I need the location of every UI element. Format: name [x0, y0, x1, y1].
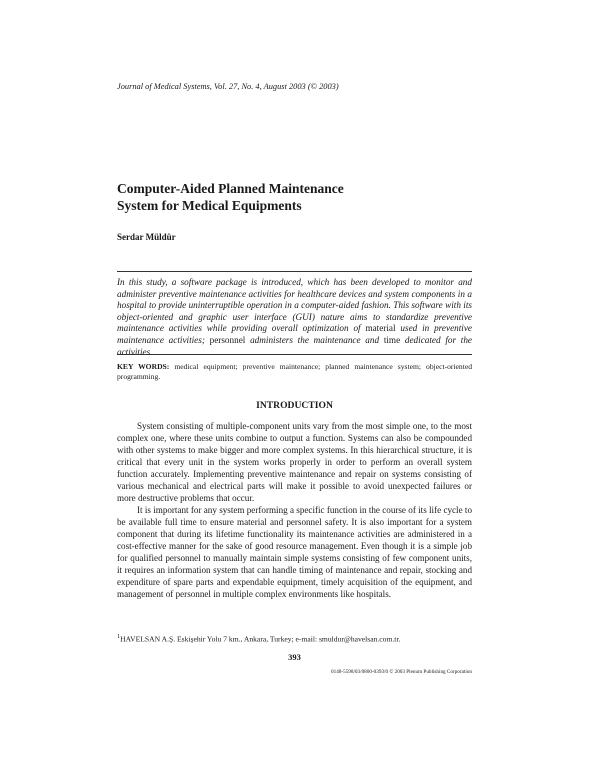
abstract-part-3: used in preventive maintenance activities;: [117, 323, 473, 345]
abstract: [117, 277, 472, 358]
abstract-bottom-rule: [117, 354, 472, 355]
keywords-label: KEY WORDS:: [117, 362, 170, 371]
footnote: [117, 632, 472, 644]
journal-reference: Journal of Medical Systems, Vol. 27, No. 4, August 2003 (© 2003): [117, 82, 339, 91]
page-number: 393: [288, 652, 301, 662]
footnote-text: HAVELSAN A.Ş. Eskişehir Yolu 7 km., Ankara, Turkey; e-mail: smuldur@havelsan.com.tr.: [120, 634, 401, 644]
abstract-part-6: time: [383, 334, 401, 345]
article-title: [117, 180, 344, 214]
copyright-notice: 0148-5598/03/0800-0393/0 © 2003 Plenum Publishing Corporation: [331, 669, 472, 675]
keywords: [117, 362, 472, 381]
introduction-paragraph-2: It is important for any system performing a specific function in the course of its life cycle to be available full time to ensure material and personnel safety. It is also important for a system component that during its lifetime functionality its maintenance activities are administered in a cost-effective manner for the sake of good resource management. Even though it is a simple job for qualified personnel to manually maintain simple systems consisting of few component units, it requires an information system that can handle timing of maintenance and repair, stocking and expenditure of spare parts and expendable equipment, timely acquisition of the equipment, and management of personnel in multiple complex environments like hospitals.: [117, 505, 472, 599]
author-name: Serdar Müldür: [117, 232, 176, 242]
abstract-part-1: In this study, a software package is introduced, which has been developed to monitor and administer preventive maintenance activities for healthcare devices and system components in a hospital to provide uninterruptible operation in a computer-aided fashion. This software with its object-oriented and graphic user interface (GUI) nature aims to standardize preventive maintenance activities while providing overall optimization of: [117, 277, 472, 334]
introduction-body: [117, 420, 472, 600]
abstract-part-5: administers the maintenance and: [245, 334, 384, 345]
abstract-top-rule: [117, 271, 472, 272]
section-heading-introduction: INTRODUCTION: [256, 400, 333, 411]
abstract-part-7: dedicated for the activities.: [117, 334, 472, 357]
abstract-part-4: personnel: [209, 334, 246, 345]
article-title-line-2: System for Medical Equipments: [117, 198, 302, 213]
keywords-text: medical equipment; preventive maintenance; planned maintenance system; object-oriented programming.: [117, 362, 472, 381]
introduction-paragraph-1: System consisting of multiple-component units vary from the most simple one, to the most complex one, where these units combine to output a function. Systems can also be compounded with other systems to make bigger and more complex systems. In this hierarchical structure, it is critical that every unit in the system works properly in order to perform an overall system function accurately. Implementing preventive maintenance and repair on systems consisting of various mechanical and electrical parts will make it possible to avoid unexpected failures or more destructive problems that occur.: [117, 421, 472, 503]
footnote-mark: 1: [117, 633, 121, 640]
article-title-line-1: Computer-Aided Planned Maintenance: [117, 181, 344, 196]
abstract-part-2: material: [365, 323, 396, 334]
